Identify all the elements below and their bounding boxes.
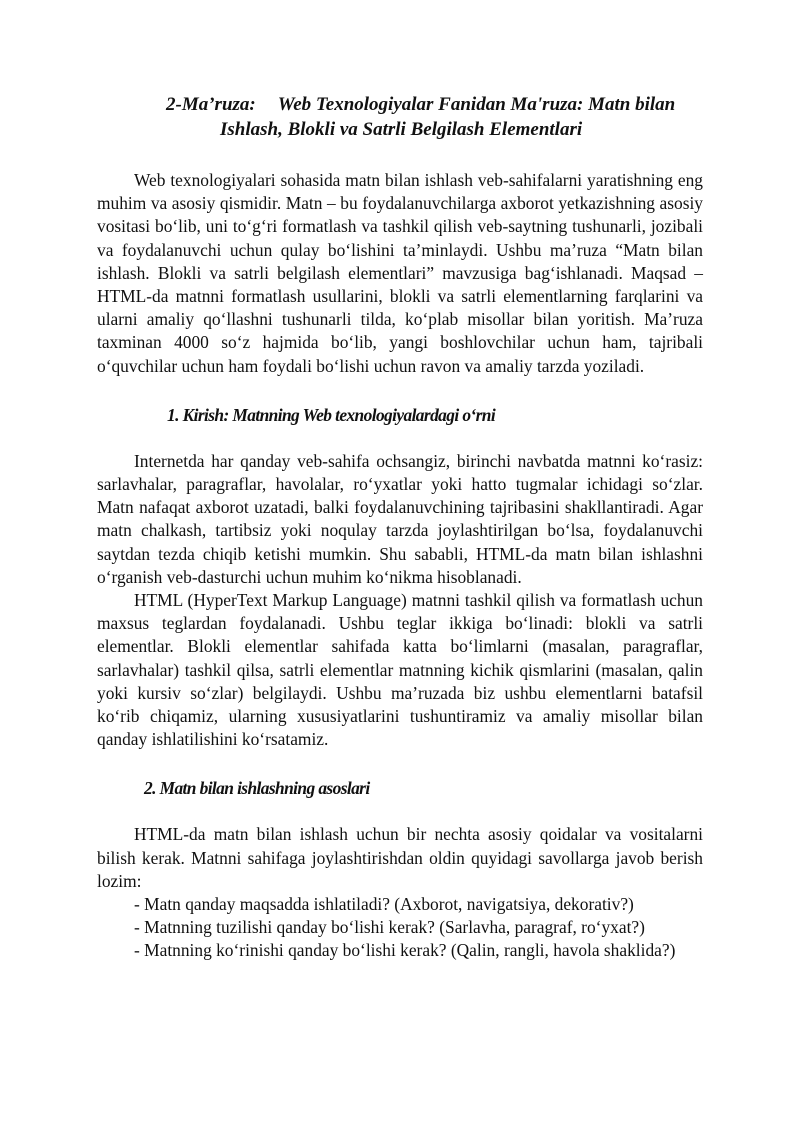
section-2-heading: 2. Matn bilan ishlashning asoslari	[144, 778, 370, 799]
title-line-1	[97, 92, 703, 117]
intro-paragraph: Web texnologiyalari sohasida matn bilan ishlash veb-sahifalarni yaratishning eng muhim va asosiy qismidir. Matn – bu foydalanuvchilarga axborot yetkazishning asosiy vositasi bo‘lib, uni to‘g‘ri formatlash va tashkil qilish veb-saytning tushunarli, jozibali va foydalanuvchi uchun qulay bo‘lishini ta’minlaydi. Ushbu ma’ruza “Matn bilan ishlash. Blokli va satrli belgilash elementlari” mavzusiga bag‘ishlanadi. Maqsad – HTML-da matnni formatlash usullarini, blokli va satrli elementlarning farqlarini va ularni amaliy qo‘llashni tushunarli tilda, ko‘plab misollar bilan yoritish. Ma’ruza taxminan 4000 so‘z hajmida bo‘lib, yangi boshlovchilar uchun ham, tajribali o‘quvchilar uchun ham foydali bo‘lishi uchun ravon va amaliy tarzda yoziladi.	[97, 170, 703, 376]
section-1-paragraph-2: HTML (HyperText Markup Language) matnni tashkil qilish va formatlash uchun maxsus teglardan foydalanadi. Ushbu teglar ikkiga bo‘linadi: blokli va satrli elementlar. Blokli elementlar sahifada katta bo‘limlarni (masalan, paragraflar, sarlavhalar) tashkil qilsa, satrli elementlar matnning kichik qismlarini (masalan, qalin yoki kursiv so‘zlar) belgilaydi. Ushbu ma’ruzada biz ushbu elementlarni batafsil ko‘rib chiqamiz, ularning xususiyatlarini tushuntiramiz va amaliy misollar bilan qanday ishlatilishini ko‘rsatamiz.	[97, 590, 703, 750]
title-line-2: Ishlash, Blokli va Satrli Belgilash Elementlari	[220, 119, 583, 140]
title-line-1-text: Web Texnologiyalar Fanidan Ma'ruza: Matn bilan	[277, 94, 676, 115]
document-page	[97, 92, 703, 963]
section-1-paragraph-1: Internetda har qanday veb-sahifa ochsangiz, birinchi navbatda matnni ko‘rasiz: sarlavhalar, paragraflar, havolalar, ro‘yxatlar yoki hatto tugmalar ichidagi so‘zlar. Matn nafaqat axborot uzatadi, balki foydalanuvchining tajribasini shakllantiradi. Agar matn chalkash, tartibsiz yoki noqulay tarzda joylashtirilgan bo‘lsa, foydalanuvchi saytdan tezda chiqib ketishi mumkin. Shu sababli, HTML-da matn bilan ishlashni o‘rganish veb-dasturchi uchun muhim ko‘nikma hisoblanadi.	[97, 450, 703, 587]
question-item-3: - Matnning ko‘rinishi qanday bo‘lishi kerak? (Qalin, rangli, havola shaklida?)	[134, 940, 676, 961]
question-item-2: - Matnning tuzilishi qanday bo‘lishi kerak? (Sarlavha, paragraf, ro‘yxat?)	[134, 917, 645, 938]
lecture-title	[97, 92, 703, 142]
section-2-paragraph: HTML-da matn bilan ishlash uchun bir nechta asosiy qoidalar va vositalarni bilish kerak. Matnni sahifaga joylashtirishdan oldin quyidagi savollarga javob berish lozim:	[97, 824, 703, 891]
lecture-number: 2-Ma’ruza:	[166, 94, 256, 115]
question-item-1: - Matn qanday maqsadda ishlatiladi? (Axborot, navigatsiya, dekorativ?)	[134, 894, 634, 915]
section-1-heading: 1. Kirish: Matnning Web texnologiyalardagi o‘rni	[167, 404, 496, 425]
